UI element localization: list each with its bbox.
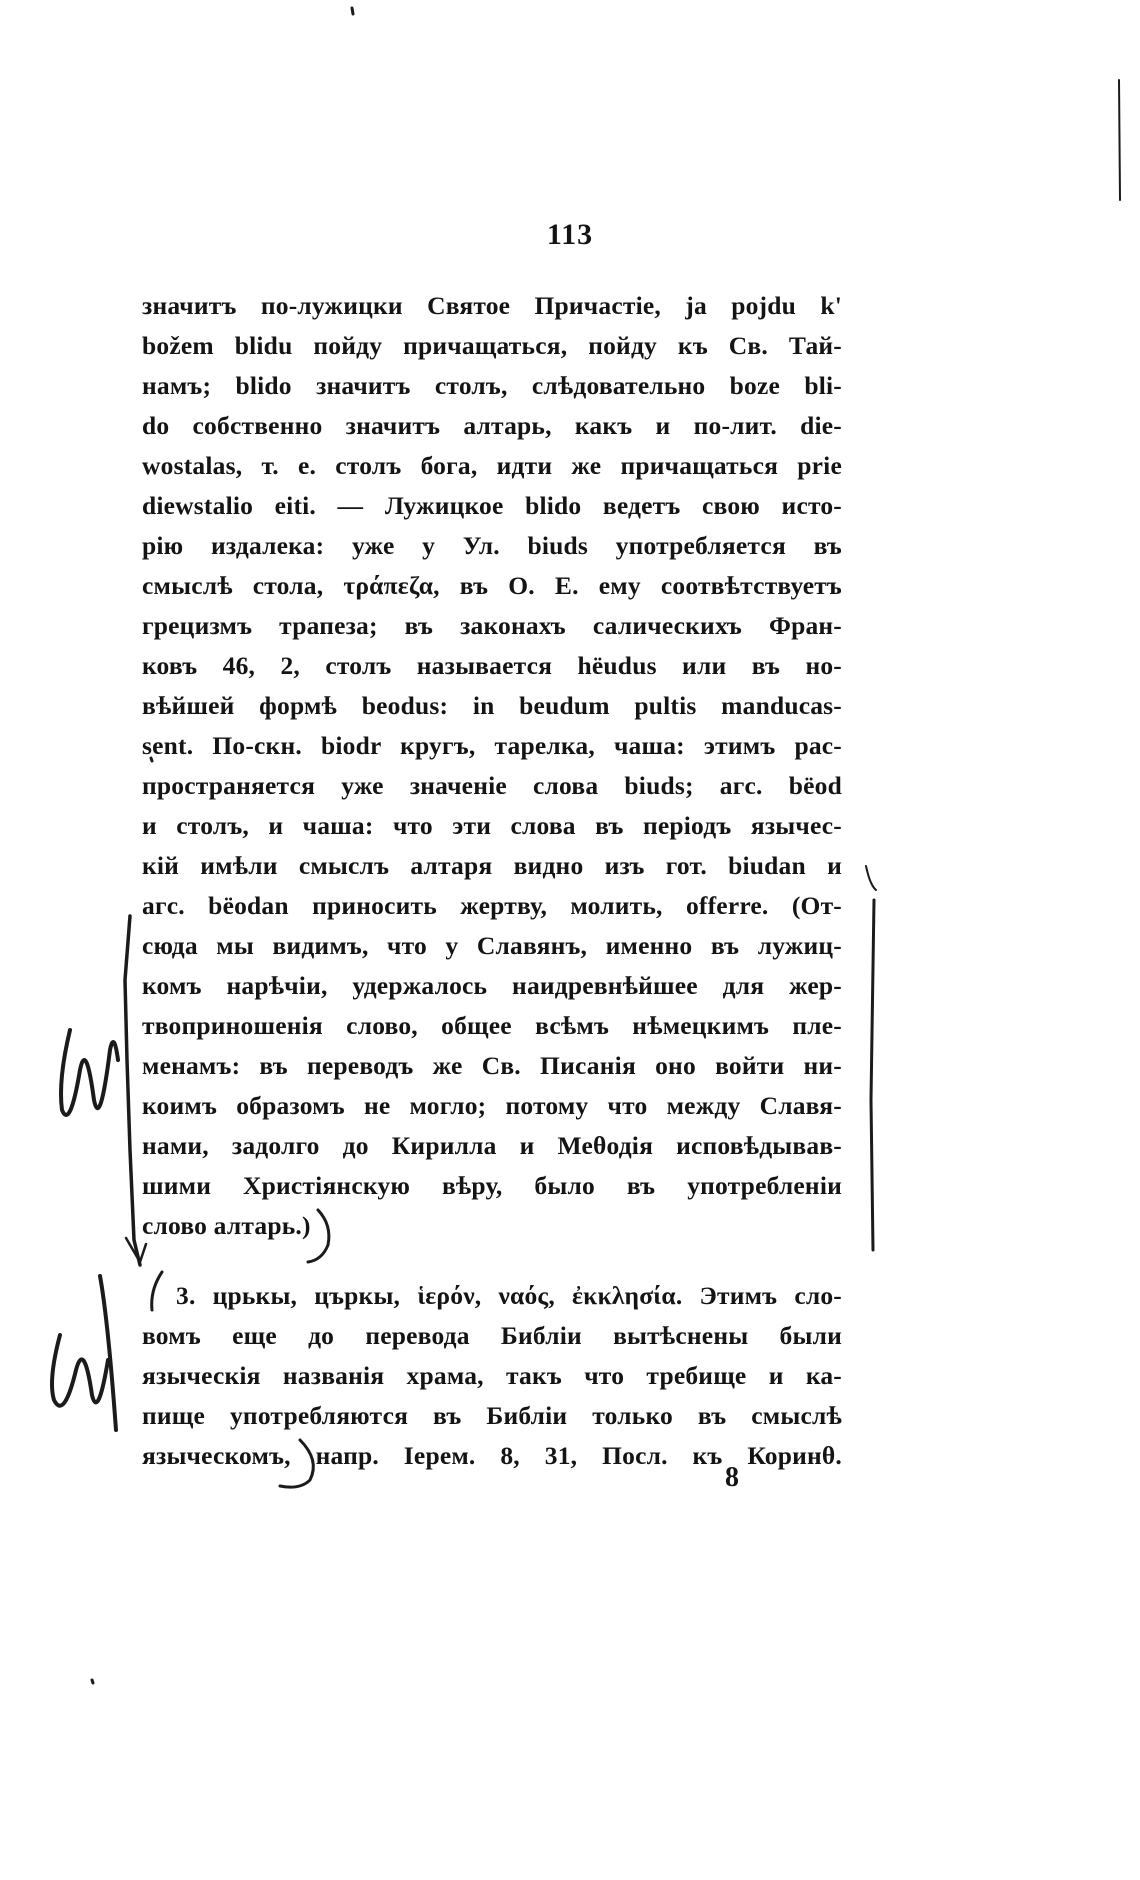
text-line: вѣйшей формѣ beodus: in beudum pultis manducas- [142, 691, 842, 720]
text-line: менамъ: въ переводъ же Св. Писанiя оно войти ни- [142, 1051, 842, 1080]
text-line: сюда мы видимъ, что у Славянъ, именно въ лужиц- [142, 931, 842, 960]
opening-paren-mark [152, 1272, 162, 1310]
text-line: кiй имѣли смыслъ алтаря видно изъ гот. biudan и [142, 851, 842, 880]
text-line: коимъ образомъ не могло; потому что между Славя- [142, 1091, 842, 1120]
text-line: božem blidu пойду причащаться, пойду къ Св. Тай- [142, 331, 842, 360]
text-line: грецизмъ трапеза; въ законахъ салическихъ Фран- [142, 611, 842, 640]
margin-scribble-lower [52, 1335, 108, 1406]
text-line: агс. bëodan приносить жертву, молить, offerre. (От- [142, 891, 842, 920]
text-line: sent. По-скн. biodr кругъ, тарелка, чаша: этимъ рас- [142, 731, 842, 760]
text-line: намъ; blido значитъ столъ, слѣдовательно boze bli- [142, 371, 842, 400]
page-number: 113 [546, 218, 594, 251]
right-margin-line [871, 900, 874, 1250]
text-line: комъ нарѣчiи, удержалось наидревнѣйшее для жер- [142, 971, 842, 1000]
ink-dot [92, 1680, 93, 1683]
text-line: и столъ, и чаша: что эти слова въ перiодъ язычес- [142, 811, 842, 840]
text-line: вомъ еще до перевода Библiи вытѣснены были [142, 1321, 842, 1350]
text-line: рiю издалека: уже у Ул. biuds употребляется въ [142, 531, 842, 560]
text-line: нами, задолго до Кирилла и Меθодiя исповѣдывав- [142, 1131, 842, 1160]
text-line: твоприношенiя слово, общее всѣмъ нѣмецкимъ пле- [142, 1011, 842, 1040]
text-line: wostalas, т. е. столъ бога, идти же причащаться prie [142, 451, 842, 480]
bracket-tick [866, 866, 876, 890]
text-line: ковъ 46, 2, столъ называется hëudus или въ но- [142, 651, 842, 680]
text-line: языческiя названiя храма, такъ что требище и ка- [142, 1361, 842, 1390]
text-line: пространяется уже значенie слова biuds; агс. bëod [142, 771, 842, 800]
margin-scribble-upper [61, 1030, 118, 1115]
text-line: слово алтарь.) [142, 1211, 311, 1240]
ink-dot [352, 8, 353, 14]
text-line: смыслѣ стола, τράπεζα, въ О. Е. ему соотвѣтствуетъ [142, 571, 842, 600]
margin-bracket-upper [125, 916, 140, 1265]
page-edge-line [1119, 80, 1120, 200]
margin-stroke-lower [100, 1276, 116, 1430]
text-line: do собственно значитъ алтарь, какъ и по-лит. die- [142, 411, 842, 440]
signature-mark: 8 [725, 1462, 739, 1493]
text-line: 3. црькы, църкы, ἱερόν, ναός, ἐκκλησία. Этимъ сло- [176, 1281, 842, 1310]
text-line: шими Христiянскую вѣру, было въ употребленiи [142, 1171, 842, 1200]
text-line: языческомъ, напр. Iерем. 8, 31, Посл. къ Коринθ. [142, 1441, 842, 1470]
text-line: пище употребляются въ Библiи только въ смыслѣ [142, 1401, 842, 1430]
text-line: значитъ по-лужицки Святое Причастie, ja pojdu k' [142, 291, 842, 320]
text-line: diewstalio eiti. — Лужицкое blido ведетъ свою исто- [142, 491, 842, 520]
